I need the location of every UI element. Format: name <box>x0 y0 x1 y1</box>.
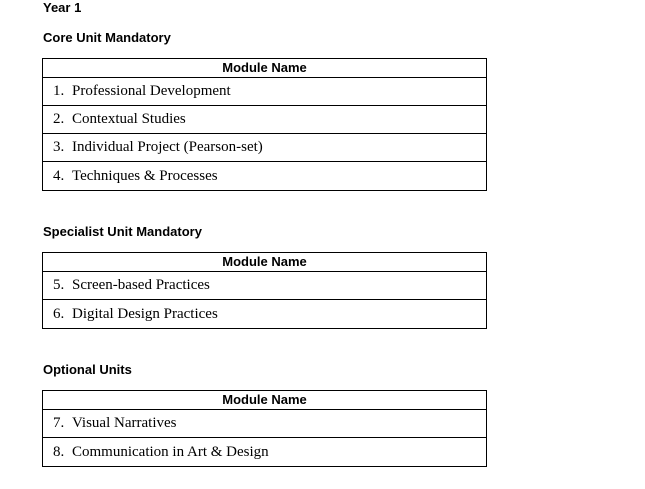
module-number: 5. <box>53 277 65 293</box>
column-header-module-name: Module Name <box>43 391 487 410</box>
module-name: Professional Development <box>72 83 231 99</box>
module-number: 4. <box>53 167 65 184</box>
specialist-units-table <box>42 252 487 329</box>
year-heading: Year 1 <box>43 0 82 15</box>
module-cell <box>43 134 487 162</box>
module-name: Communication in Art & Design <box>72 443 269 460</box>
module-number: 8. <box>53 443 65 460</box>
module-number: 6. <box>53 305 65 322</box>
section-title-specialist: Specialist Unit Mandatory <box>43 224 202 239</box>
table-row <box>43 272 487 300</box>
module-number: 3. <box>53 139 65 155</box>
module-name: Screen-based Practices <box>72 277 210 293</box>
table-header-row <box>43 253 487 272</box>
module-cell <box>43 162 487 191</box>
column-header-module-name: Module Name <box>43 253 487 272</box>
section-title-core: Core Unit Mandatory <box>43 30 171 45</box>
table-row <box>43 78 487 106</box>
module-cell <box>43 78 487 106</box>
module-number: 7. <box>53 415 65 431</box>
module-name: Techniques & Processes <box>72 167 218 184</box>
module-number: 1. <box>53 83 65 99</box>
table-header-row <box>43 59 487 78</box>
module-name: Contextual Studies <box>72 111 186 127</box>
module-name: Visual Narratives <box>72 415 177 431</box>
module-number: 2. <box>53 111 65 127</box>
table-row <box>43 300 487 329</box>
module-name: Digital Design Practices <box>72 305 218 322</box>
column-header-module-name: Module Name <box>43 59 487 78</box>
table-header-row <box>43 391 487 410</box>
section-title-optional: Optional Units <box>43 362 132 377</box>
module-cell <box>43 106 487 134</box>
module-name: Individual Project (Pearson-set) <box>72 139 263 155</box>
table-row <box>43 438 487 467</box>
table-row <box>43 106 487 134</box>
table-row <box>43 410 487 438</box>
module-cell <box>43 300 487 329</box>
module-cell <box>43 272 487 300</box>
core-units-table <box>42 58 487 191</box>
table-row <box>43 134 487 162</box>
module-cell <box>43 410 487 438</box>
module-cell <box>43 438 487 467</box>
optional-units-table <box>42 390 487 467</box>
table-row <box>43 162 487 191</box>
